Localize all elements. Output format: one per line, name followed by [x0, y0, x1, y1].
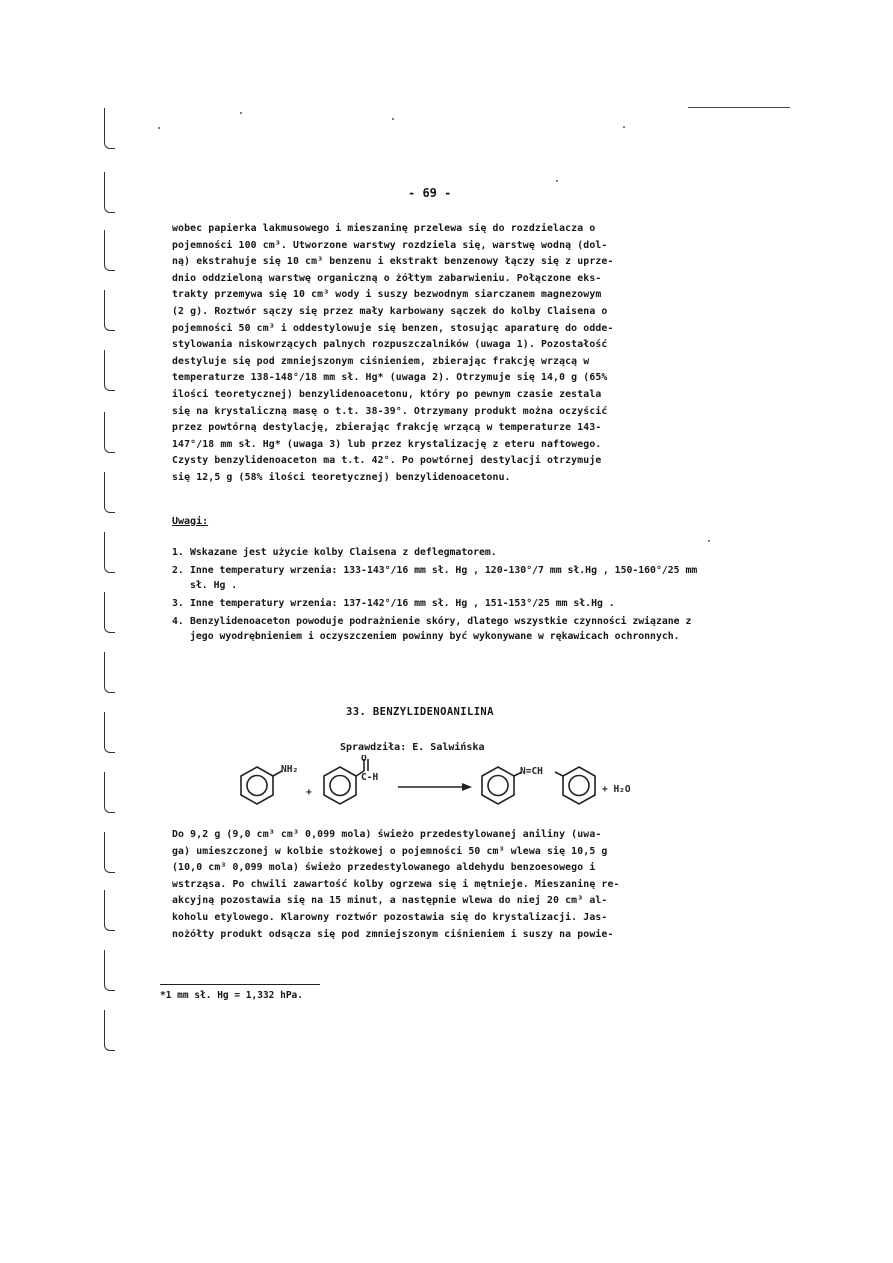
notes-heading: Uwagi:: [172, 516, 209, 527]
text-line: ga) umieszczonej w kolbie stożkowej o pojemności 50 cm³ wlewa się 10,5 g: [172, 845, 608, 857]
note-number: 1.: [172, 547, 184, 558]
text-line: ilości teoretycznej) benzylidenoacetonu, który po pewnym czasie zestala: [172, 388, 602, 400]
arrow-head: [462, 783, 472, 791]
note-number: 4.: [172, 616, 184, 627]
scan-border-line: [688, 107, 790, 108]
scan-speck: [556, 180, 558, 182]
note-number: 3.: [172, 598, 184, 609]
text-line: wobec papierka lakmusowego i mieszaninę przelewa się do rozdzielacza o: [172, 223, 596, 234]
scan-speck: [623, 126, 625, 128]
note-number: 2.: [172, 565, 184, 576]
carbonyl-oxygen: O: [361, 755, 367, 764]
text-line: 147°/18 mm sł. Hg* (uwaga 3) lub przez krystalizację z eteru naftowego.: [172, 438, 602, 450]
text-line: się 12,5 g (58% ilości teoretycznej) benzylidenoacetonu.: [172, 471, 511, 483]
text-line: temperaturze 138-148°/18 mm sł. Hg* (uwaga 2). Otrzymuje się 14,0 g (65%: [172, 372, 608, 384]
text-line: ną) ekstrahuje się 10 cm³ benzenu i ekstrakt benzenowy łączy się z uprze-: [172, 256, 614, 268]
ring-circle: [330, 776, 350, 796]
benzene-ring: [563, 767, 595, 804]
ring-circle: [488, 776, 508, 796]
reaction-scheme: [230, 755, 660, 821]
amine-group: NH₂: [281, 764, 299, 775]
list-item: [172, 563, 700, 593]
notes-list: [172, 545, 700, 647]
list-item: [172, 614, 700, 644]
text-line: destyluje się pod zmniejszonym ciśnieniem, zbierając frakcję wrzącą w: [172, 355, 590, 367]
text-line: (2 g). Roztwór sączy się przez mały karbowany sączek do kolby Claisena o: [172, 305, 608, 317]
scan-speck: [158, 127, 160, 129]
water-byproduct: + H₂O: [602, 784, 631, 795]
scan-speck: [392, 118, 394, 120]
list-item: [172, 545, 700, 560]
checked-by-note: Sprawdziła: E. Salwińska: [340, 742, 485, 753]
ring-circle: [247, 776, 267, 796]
benzene-ring: [324, 767, 356, 804]
list-item: [172, 596, 700, 611]
text-line: Czysty benzylidenoaceton ma t.t. 42°. Po powtórnej destylacji otrzymuje: [172, 455, 602, 467]
text-line: pojemności 50 cm³ i oddestylowuje się benzen, stosując aparaturę do odde-: [172, 322, 614, 334]
text-line: przez powtórną destylację, zbierając frakcję wrzącą w temperaturze 143-: [172, 422, 602, 434]
footnote: *1 mm sł. Hg = 1,332 hPa.: [160, 990, 303, 1001]
text-line: nożółty produkt odsącza się pod zmniejszonym ciśnieniem i suszy na powie-: [172, 928, 614, 940]
benzene-ring: [241, 767, 273, 804]
bond: [555, 772, 563, 776]
note-text: Benzylidenoaceton powoduje podrażnienie skóry, dlatego wszystkie czynności związane z jego wyodrębnieniem i oczyszczeniem powinny być wykonywane w rękawicach ochronnych.: [190, 616, 692, 642]
note-text: Wskazane jest użycie kolby Claisena z deflegmatorem.: [190, 547, 497, 558]
text-line: (10,0 cm³ 0,099 mola) świeżo przedestylowanego aldehydu benzoesowego i: [172, 862, 596, 874]
scan-speck: [708, 540, 710, 542]
imine-link: N=CH: [520, 766, 543, 777]
scan-speck: [240, 112, 242, 114]
text-line: pojemności 100 cm³. Utworzone warstwy rozdziela się, warstwę wodną (dol-: [172, 239, 608, 251]
text-line: Do 9,2 g (9,0 cm³ cm³ 0,099 mola) świeżo przedestylowanej aniliny (uwa-: [172, 829, 602, 840]
body-paragraph: [172, 221, 698, 487]
section-title: 33. BENZYLIDENOANILINA: [346, 706, 494, 718]
note-text: Inne temperatury wrzenia: 133-143°/16 mm sł. Hg , 120-130°/7 mm sł.Hg , 150-160°/25 mm sł. Hg .: [190, 565, 698, 591]
ring-circle: [569, 776, 589, 796]
note-text: Inne temperatury wrzenia: 137-142°/16 mm sł. Hg , 151-153°/25 mm sł.Hg .: [190, 598, 615, 609]
text-line: akcyjną pozostawia się na 15 minut, a następnie wlewa do niej 20 cm³ al-: [172, 895, 608, 907]
binding-edge-marks: [104, 100, 128, 1100]
footnote-divider: [160, 984, 320, 985]
text-line: wstrząsa. Po chwili zawartość kolby ogrzewa się i mętnieje. Mieszaninę re-: [172, 878, 620, 890]
benzene-ring: [482, 767, 514, 804]
plus-sign: +: [306, 787, 312, 798]
text-line: trakty przemywa się 10 cm³ wody i suszy bezwodnym siarczanem magnezowym: [172, 289, 602, 301]
text-line: koholu etylowego. Klarowny roztwór pozostawia się do krystalizacji. Jas-: [172, 911, 608, 923]
procedure-paragraph: [172, 827, 698, 943]
text-line: dnio oddzieloną warstwę organiczną o żółtym zabarwieniu. Połączone eks-: [172, 272, 602, 284]
aldehyde-group: C-H: [361, 772, 379, 783]
page-number: - 69 -: [408, 186, 452, 200]
text-line: stylowania niskowrzących palnych rozpuszczalników (uwaga 1). Pozostałość: [172, 339, 608, 351]
text-line: się na krystaliczną masę o t.t. 38-39°. Otrzymany produkt można oczyścić: [172, 405, 608, 417]
